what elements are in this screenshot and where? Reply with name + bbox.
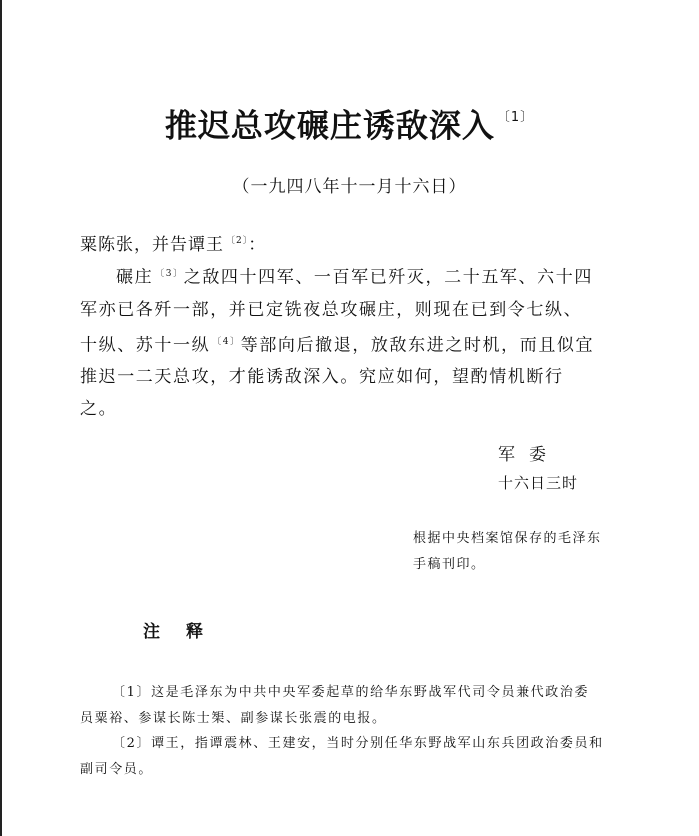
signature-org: 军委 <box>498 445 560 465</box>
body-line-3-start: 十纵、苏十一纵 <box>80 335 211 356</box>
body-line-1-start: 碾庄 <box>116 267 154 288</box>
footnote-1 <box>80 680 625 732</box>
title-text: 推迟总攻碾庄诱敌深入 <box>164 106 495 145</box>
source-note-line-1: 根据中央档案馆保存的毛泽东 <box>413 531 602 546</box>
salutation-colon: ： <box>248 235 267 255</box>
body-line-1 <box>80 258 623 294</box>
title-footnote-ref[interactable]: 〔1〕 <box>496 110 535 125</box>
body-footnote-ref-3[interactable]: 〔3〕 <box>155 269 184 279</box>
body-footnote-ref-4[interactable]: 〔4〕 <box>212 336 241 347</box>
body-line-4: 推迟一二天总攻，才能诱敌深入。究应如何，望酌情机断行 <box>80 367 564 388</box>
footnote-2-line-2: 副司令员。 <box>80 762 154 777</box>
footnote-2-line-1: 〔2〕谭王，指谭震林、王建安，当时分别任华东野战军山东兵团政治委员和 <box>112 736 604 751</box>
document-title <box>0 100 699 148</box>
signature-time: 十六日三时 <box>498 474 579 492</box>
source-note <box>413 526 625 578</box>
salutation <box>80 230 266 255</box>
notes-heading: 注释 <box>143 622 229 642</box>
salutation-footnote-ref[interactable]: 〔2〕 <box>226 236 249 247</box>
body-line-3-end: 等部向后撤退，放敌东进之时机，而且似宜 <box>240 335 595 356</box>
body-line-5: 之。 <box>80 399 118 420</box>
document-date: （一九四八年十一月十六日） <box>232 177 467 197</box>
footnote-1-line-2: 员粟裕、参谋长陈士榘、副参谋长张震的电报。 <box>80 711 387 726</box>
body-line-2: 军亦已各歼一部，并已定铣夜总攻碾庄，则现在已到令七纵、 <box>80 299 583 320</box>
body-line-1-end: 之敌四十四军、一百军已歼灭，二十五军、六十四 <box>183 267 593 288</box>
salutation-text: 粟陈张，并告谭王 <box>80 235 224 255</box>
footnote-2 <box>80 731 625 783</box>
footnote-1-line-1: 〔1〕这是毛泽东为中共中央军委起草的给华东野战军代司令员兼代政治委 <box>112 685 590 700</box>
body-line-3 <box>80 326 623 362</box>
telegram-body <box>80 258 623 425</box>
source-note-line-2: 手稿刊印。 <box>413 557 486 572</box>
